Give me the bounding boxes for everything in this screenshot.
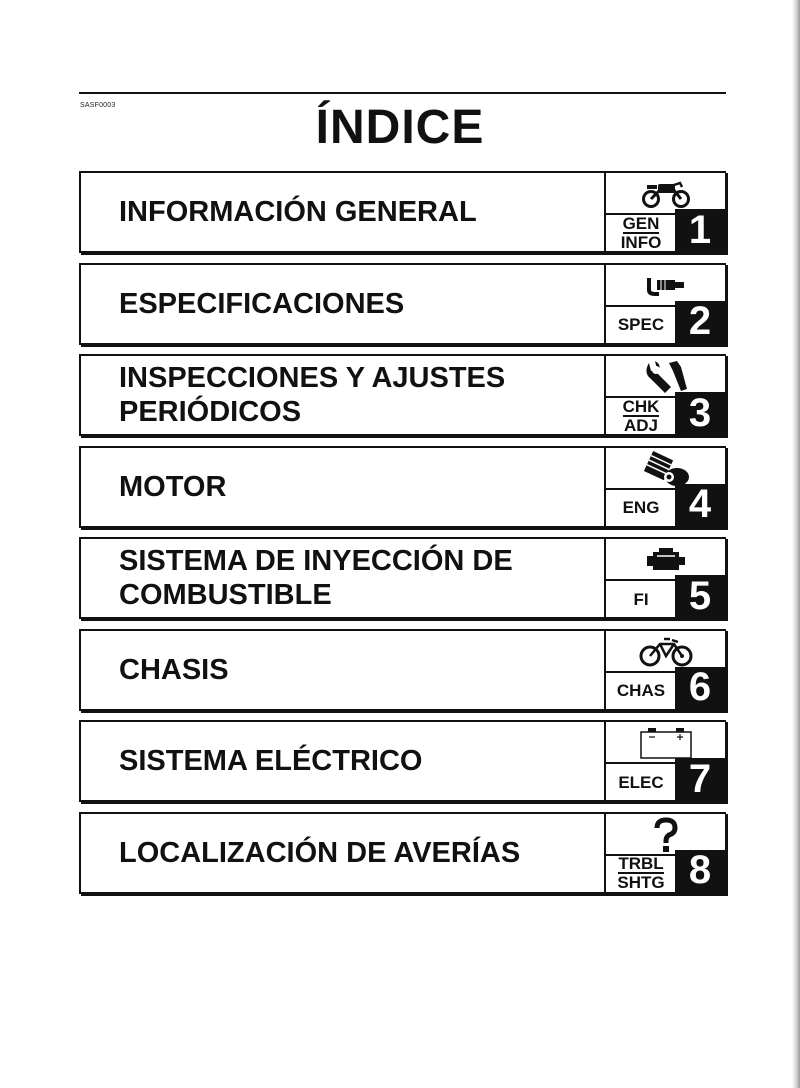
section-number: 6 [675,667,725,709]
section-tab[interactable] [604,173,725,251]
section-row-eng[interactable] [79,446,726,528]
abbr-line-2: ADJ [623,415,658,435]
section-number: 1 [675,209,725,251]
section-row-trbl-shtg[interactable] [79,812,726,894]
section-title: INSPECCIONES Y AJUSTES PERIÓDICOS [119,362,506,428]
section-row-spec[interactable] [79,263,726,345]
section-number: 8 [675,850,725,892]
section-number: 3 [675,392,725,434]
section-title: ESPECIFICACIONES [119,287,405,320]
document-code: SASF0003 [80,102,116,109]
section-number: 2 [675,301,725,343]
section-abbreviation [606,488,676,526]
abbr-line-1: SPEC [617,315,665,334]
section-tab[interactable] [604,265,725,343]
abbr-line-1: ENG [622,498,660,517]
section-abbreviation [606,579,676,617]
section-title: INFORMACIÓN GENERAL [119,196,477,228]
section-abbreviation [606,213,676,251]
abbr-line-2: INFO [620,232,662,252]
abbr-line-1: ELEC [618,772,664,792]
section-row-chas[interactable] [79,629,726,711]
section-tab[interactable] [604,631,725,709]
section-abbreviation [606,671,676,709]
section-row-gen-info[interactable] [79,171,726,253]
section-number: 4 [675,484,725,526]
header-rule [79,92,726,94]
abbr-line-1: CHAS [616,681,666,700]
section-row-fi[interactable] [79,537,726,619]
section-row-elec[interactable] [79,720,726,802]
section-tab[interactable] [604,448,725,526]
section-abbreviation [606,854,676,892]
section-row-chk-adj[interactable] [79,354,726,436]
section-title: SISTEMA ELÉCTRICO [119,745,423,777]
section-abbreviation [606,396,676,434]
page-title: ÍNDICE [315,101,485,154]
section-tab[interactable] [604,356,725,434]
section-tab[interactable] [604,539,725,617]
abbr-line-1: TRBL [618,854,664,873]
abbr-line-1: FI [633,589,649,609]
section-title: SISTEMA DE INYECCIÓN DE COMBUSTIBLE [119,545,513,611]
section-number: 7 [675,758,725,800]
section-tab[interactable] [604,814,725,892]
page-edge-shadow [792,0,800,1088]
section-abbreviation [606,762,676,800]
section-list [79,171,726,903]
section-title: LOCALIZACIÓN DE AVERÍAS [119,836,521,869]
section-number: 5 [675,575,725,617]
section-abbreviation [606,305,676,343]
abbr-line-1: GEN [622,213,660,233]
abbr-line-1: CHK [622,396,660,416]
section-title: CHASIS [119,653,229,686]
section-title: MOTOR [119,470,227,503]
section-tab[interactable] [604,722,725,800]
abbr-line-2: SHTG [617,873,665,892]
